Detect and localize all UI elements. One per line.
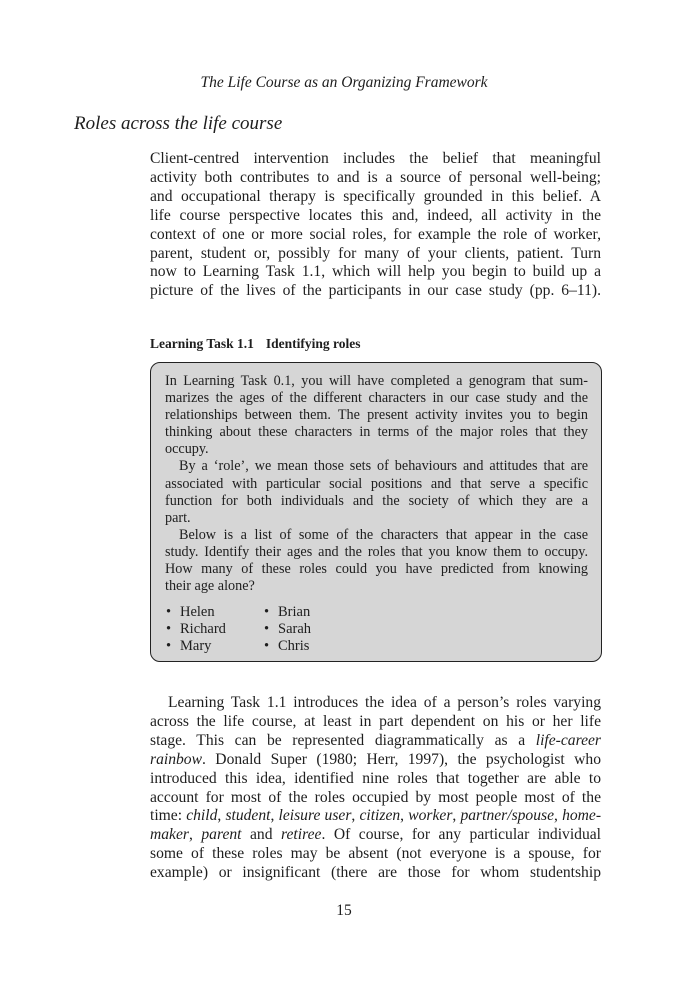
list-item: [166, 604, 266, 621]
list-item: [166, 621, 266, 638]
character-list-column: [166, 604, 266, 655]
learning-task-title: Identifying roles: [265, 336, 361, 351]
body-paragraph: [150, 694, 601, 883]
paragraph-line: stage. This can be represented diagrammatically as a life-career: [150, 731, 601, 749]
list-item: [166, 638, 266, 655]
paragraph-line: across the life course, at least in part dependent on his or her life: [150, 712, 601, 730]
emphasis: life-career: [535, 731, 601, 749]
bullet-icon: •: [166, 638, 172, 654]
paragraph-line: time: child, student, leisure user, citizen, worker, partner/spouse, home-: [150, 807, 602, 825]
task-line: thinking about these characters in terms of the major roles that they: [165, 424, 588, 441]
character-name: Richard: [180, 621, 226, 637]
paragraph-line: picture of the lives of the participants in our case study (pp. 6–11).: [150, 282, 601, 300]
paragraph-line: account for most of the roles occupied by most people most of the: [150, 788, 601, 806]
page-number: 15: [336, 902, 352, 919]
character-name: Sarah: [278, 621, 312, 637]
task-line: In Learning Task 0.1, you will have completed a genogram that sum-: [165, 373, 588, 389]
paragraph-line: Client-centred intervention includes the belief that meaningful: [150, 150, 601, 167]
task-line: By a ‘role’, we mean those sets of behaviours and attitudes that are: [179, 458, 588, 475]
character-name: Brian: [278, 604, 311, 620]
section-heading: Roles across the life course: [74, 113, 283, 134]
paragraph-line: and occupational therapy is specifically grounded in this belief. A: [150, 187, 601, 205]
learning-task-number: Learning Task 1.1: [150, 336, 254, 351]
task-line: associated with particular social positions and that serve a specific: [165, 475, 588, 492]
intro-paragraph: [150, 150, 601, 301]
task-line: occupy.: [165, 441, 209, 458]
bullet-icon: •: [264, 621, 270, 637]
paragraph-line: some of these roles may be absent (not everyone is a spouse, for: [150, 845, 601, 863]
task-line: study. Identify their ages and the roles that you know them to occupy.: [165, 543, 588, 560]
task-line: How many of these roles could you have predicted from knowing: [165, 561, 588, 578]
list-item: [264, 638, 364, 655]
paragraph-line: example) or insignificant (there are those for whom studentship: [150, 864, 601, 882]
bullet-icon: •: [264, 638, 270, 654]
paragraph-line: Learning Task 1.1 introduces the idea of a person’s roles varying: [168, 694, 601, 711]
list-item: [264, 604, 364, 621]
task-line: relationships between them. The present activity invites you to begin: [165, 407, 588, 424]
paragraph-line: activity both contributes to and is a source of personal well-being;: [150, 168, 601, 186]
task-line: Below is a list of some of the characters that appear in the case: [179, 526, 588, 543]
paragraph-line: now to Learning Task 1.1, which will help you begin to build up a: [150, 263, 601, 281]
character-name: Chris: [278, 638, 310, 654]
character-name: Helen: [180, 604, 215, 620]
task-line: their age alone?: [165, 578, 255, 595]
paragraph-line: context of one or more social roles, for example the role of worker,: [150, 225, 601, 243]
character-list-column: [264, 604, 364, 655]
paragraph-line: life course perspective locates this and, indeed, all activity in the: [150, 206, 601, 224]
task-line: part.: [165, 509, 191, 526]
bullet-icon: •: [166, 621, 172, 637]
paragraph-line: introduced this idea, identified nine roles that together are able to: [150, 769, 601, 787]
learning-task-text: [165, 373, 588, 595]
learning-task-box: [150, 362, 602, 662]
bullet-icon: •: [166, 604, 172, 620]
paragraph-line: maker, parent and retiree. Of course, for any particular individual: [150, 826, 602, 844]
paragraph-line: parent, student or, possibly for many of your clients, patient. Turn: [150, 244, 601, 262]
emphasis: rainbow: [150, 750, 202, 768]
running-head: The Life Course as an Organizing Framework: [200, 74, 488, 91]
task-line: function for both individuals and the society of which they are a: [165, 492, 588, 509]
paragraph-line: rainbow. Donald Super (1980; Herr, 1997), the psychologist who: [150, 750, 601, 768]
learning-task-heading: [150, 336, 361, 352]
bullet-icon: •: [264, 604, 270, 620]
list-item: [264, 621, 364, 638]
character-name: Mary: [180, 638, 212, 654]
task-line: marizes the ages of the different characters in our case study and the: [165, 390, 588, 407]
